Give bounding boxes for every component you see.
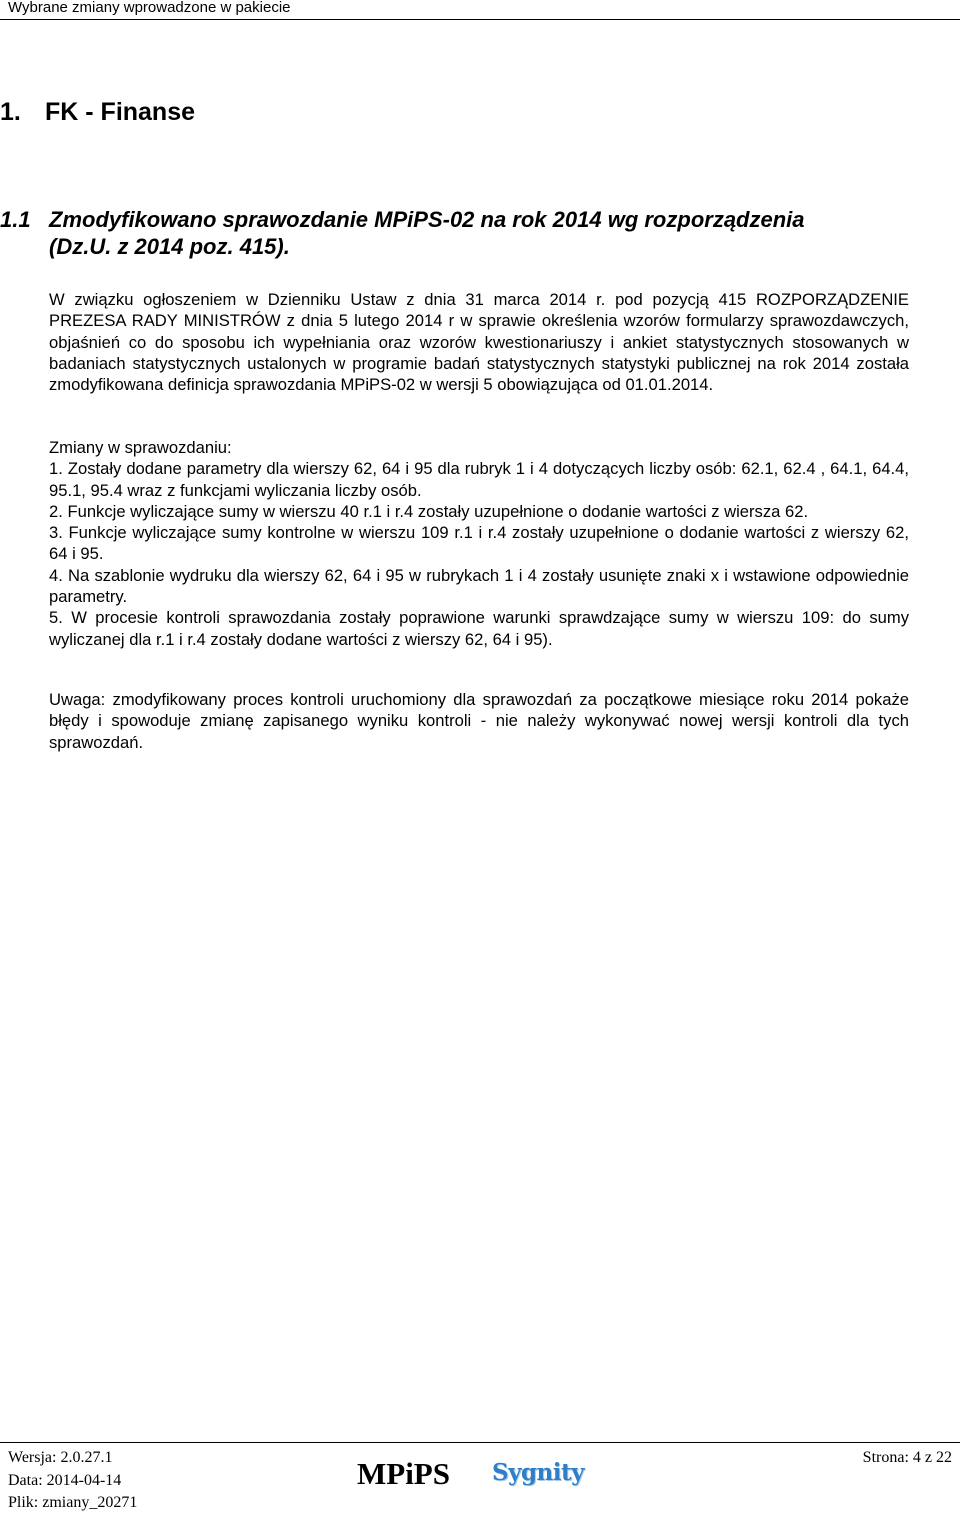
footer-file: Plik: zmiany_20271: [8, 1494, 138, 1511]
change-item-1: 1. Zostały dodane parametry dla wierszy 62, 64 i 95 dla rubryk 1 i 4 dotyczących liczby osób: 62.1, 62.4 , 64.1, 64.4, 95.1, 95.4 wraz z funkcjami wyliczania liczby osób.: [49, 459, 909, 500]
changes-list: [49, 437, 909, 650]
change-item-4: 4. Na szablonie wydruku dla wierszy 62, 64 i 95 w rubrykach 1 i 4 zostały usunięte znaki x i wstawione odpowiednie parametry.: [49, 565, 909, 607]
change-item-2: 2. Funkcje wyliczające sumy w wierszu 40 r.1 i r.4 zostały uzupełnione o dodanie wartości z wiersza 62.: [49, 501, 809, 521]
subsection-title-line1: Zmodyfikowano sprawozdanie MPiPS-02 na rok 2014 wg rozporządzenia: [49, 207, 805, 232]
running-header-title: Wybrane zmiany wprowadzone w pakiecie: [8, 0, 291, 16]
sygnity-logo: Sygnity: [492, 1459, 585, 1486]
footer-page-number: [863, 1447, 952, 1470]
footer-rule: [0, 1442, 960, 1443]
mpips-logo: MPiPS: [357, 1456, 450, 1491]
footer-date: Data: 2014-04-14: [8, 1471, 122, 1489]
note-paragraph-text: Uwaga: zmodyfikowany proces kontroli uruchomiony dla sprawozdań za początkowe miesiące roku 2014 pokaże błędy i spowoduje zmianę zapisanego wyniku kontroli - nie należy wykonywać nowej wersji kontroli dla tych sprawozdań.: [49, 690, 909, 752]
subsection-heading: [0, 206, 880, 260]
footer-meta: [8, 1447, 137, 1515]
subsection-title-line2: (Dz.U. z 2014 poz. 415).: [49, 234, 290, 259]
page-counter: Strona: 4 z 22: [862, 1449, 952, 1466]
header-rule: [0, 19, 960, 20]
change-item-5: 5. W procesie kontroli sprawozdania zostały poprawione warunki sprawdzające sumy w wierszu 109: do sumy wyliczanej dla r.1 i r.4 zostały dodane wartości z wierszy 62, 64 i 95).: [49, 608, 909, 649]
note-paragraph: [49, 689, 909, 753]
footer-version: Wersja: 2.0.27.1: [8, 1449, 113, 1466]
section-title: FK - Finanse: [45, 98, 196, 126]
change-item-3: 3. Funkcje wyliczające sumy kontrolne w wierszu 109 r.1 i r.4 zostały uzupełnione o dodanie wartości z wierszy 62, 64 i 95.: [49, 523, 909, 564]
subsection-number: 1.1: [0, 207, 31, 232]
intro-paragraph-text: W związku ogłoszeniem w Dzienniku Ustaw z dnia 31 marca 2014 r. pod pozycją 415 ROZPORZĄDZENIE PREZESA RADY MINISTRÓW z dnia 5 lutego 2014 r w sprawie określenia wzorów formularzy sprawozdawczych, objaśnień co do sposobu ich wypełniania oraz wzorów kwestionariuszy i ankiet statystycznych stosowanych w badaniach statystycznych ustalonych w programie badań statystycznych statystyki publicznej na rok 2014 została zmodyfikowana definicja sprawozdania MPiPS-02 w wersji 5 obowiązująca od 01.01.2014.: [49, 290, 909, 395]
intro-paragraph: [49, 289, 909, 395]
running-header: [0, 0, 960, 18]
section-number: 1.: [0, 98, 21, 126]
section-heading: [0, 96, 195, 128]
changes-heading: Zmiany w sprawozdaniu:: [49, 438, 232, 457]
